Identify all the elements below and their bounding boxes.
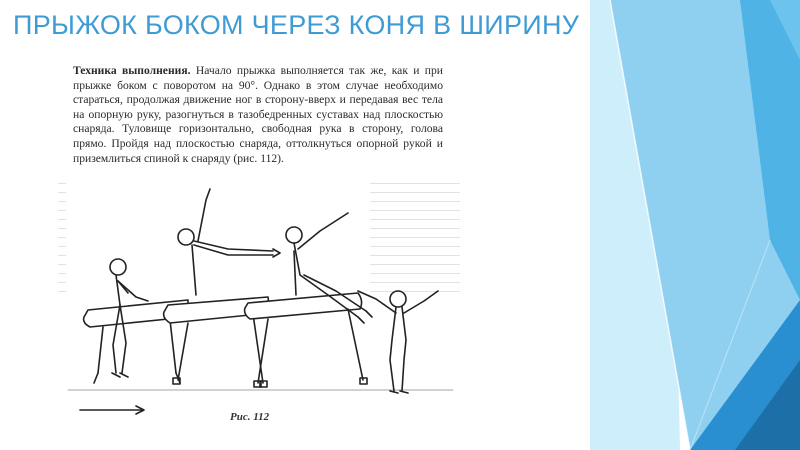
gymnast-figure-2 [178,189,280,295]
figure-caption: Рис. 112 [230,411,270,423]
direction-arrow [80,406,144,414]
scanned-page [58,55,458,433]
slide-title: ПРЫЖОК БОКОМ ЧЕРЕЗ КОНЯ В ШИРИНУ [13,10,580,40]
technique-lead: Техника выполнения. [73,64,191,77]
vault-illustration [58,55,458,433]
technique-body: Начало прыжка выполняется так же, как и при прыжке боком с поворотом на 90°. Однако в этом случае необходимо стараться, продолжая движение ног в сторону-вверх и передавая вес тела на опорную руку, разогнуться в тазобедренных суставах над плоскостью снаряда. Туловище горизонтально, свободная рука в сторону, голова прямо. Пройдя над плоскостью снаряда, оттолкнуться опорной рукой и приземлиться спиной к снаряду (рис. 112). [73,64,444,165]
gymnast-figure-4 [358,291,438,393]
horse-apparatus-3 [245,293,367,387]
